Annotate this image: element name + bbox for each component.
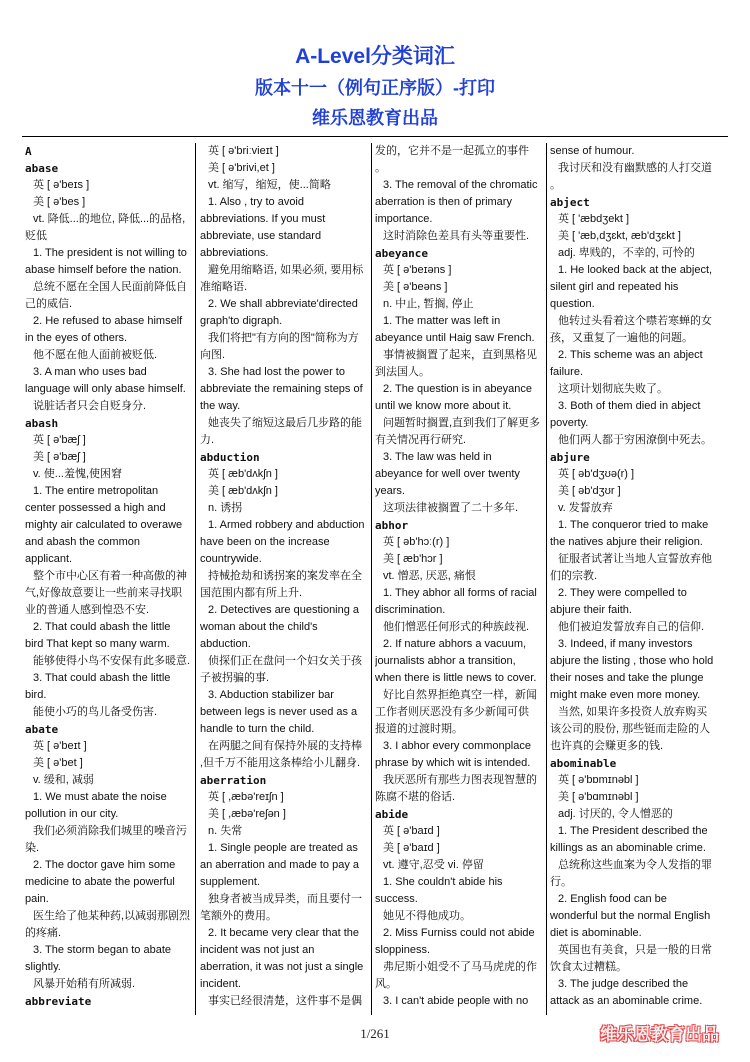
entry-line: 2. Detectives are questioning a	[208, 604, 360, 616]
entry-line: wonderful but the normal English	[550, 910, 711, 922]
entry-line: v. 发誓放弃	[558, 502, 613, 514]
entry-line: 。	[550, 179, 561, 191]
entry-line: failure.	[550, 366, 584, 378]
entry-line: 的疼痛.	[25, 927, 62, 939]
entry-line: 3. A man who uses bad	[33, 366, 147, 378]
entry-line: 发的，它并不是一起孤立的事件	[375, 145, 529, 157]
header-rule	[22, 136, 728, 137]
entry-line: abbreviations.	[200, 247, 269, 259]
column-1	[25, 143, 190, 1015]
entry-line: 业的普通人感到惶恐不安.	[25, 604, 150, 616]
entry-line: 避免用缩略语, 如果必须, 要用标	[208, 264, 364, 276]
entry-line: 总统称这些血案为令人发指的罪	[558, 859, 712, 871]
entry-line: 美 [ 'æb,dʒɛkt, æb'dʒɛkt ]	[558, 230, 681, 242]
entry-line: woman about the child's	[200, 621, 318, 633]
entry-line: 3. Indeed, if many investors	[558, 638, 693, 650]
entry-line: 这项计划彻底失败了。	[558, 383, 668, 395]
entry-line: 我们必须消除我们城里的噪音污	[33, 825, 187, 837]
entry-line: bird.	[25, 689, 47, 701]
entry-line: 美 [ ə'beəns ]	[383, 281, 448, 293]
entry-line: handle to turn the child.	[200, 723, 315, 735]
entry-line: 英 [ ə'bɒmɪnəbl ]	[558, 774, 639, 786]
entry-line: 饮食太过糟糕。	[550, 961, 627, 973]
entry-line: 英 [ ə'beɪs ]	[33, 179, 90, 191]
entry-line: n. 失常	[208, 825, 243, 837]
entry-line: abeyance until Haig saw French.	[375, 332, 535, 344]
entry-line: 事实已经很清楚，这件事不是偶	[208, 995, 362, 1007]
entry-line: their noses and take the plunge	[550, 672, 704, 684]
headword: abash	[25, 417, 59, 430]
entry-line: 英 [ ə'briːvieɪt ]	[208, 145, 279, 157]
entry-line: 3. That could abash the little	[33, 672, 171, 684]
document-header	[0, 42, 750, 132]
entry-line: 能使小巧的鸟儿备受伤害.	[33, 706, 158, 718]
entry-line: 独身者被当成异类，而且要付一	[208, 893, 362, 905]
entry-line: 美 [ æb'dʌkʃn ]	[208, 485, 278, 497]
entry-line: the natives abjure their religion.	[550, 536, 703, 548]
entry-line: 1. The President described the	[558, 825, 708, 837]
entry-line: 美 [ ə'bes ]	[33, 196, 86, 208]
entry-line: abase himself before the nation.	[25, 264, 182, 276]
entry-line: 我厌恶所有那些力图表现智慧的	[383, 774, 537, 786]
entry-line: 我们将把"有方向的图"简称为方	[208, 332, 359, 344]
entry-line: 侦探们正在盘问一个妇女关于孩	[208, 655, 362, 667]
headword: abominable	[550, 757, 617, 770]
entry-line: pollution in our city.	[25, 808, 119, 820]
entry-line: medicine to abate the powerful	[25, 876, 175, 888]
column-4	[550, 143, 720, 1015]
entry-line: 1. She couldn't abide his	[383, 876, 503, 888]
entry-line: importance.	[375, 213, 433, 225]
entry-line: 向图.	[200, 349, 226, 361]
entry-line: 持械抢劫和诱拐案的案发率在全	[208, 570, 362, 582]
entry-line: phrase by which wit is intended.	[375, 757, 531, 769]
column-divider	[546, 143, 547, 1015]
entry-line: graph'to digraph.	[200, 315, 283, 327]
entry-line: 报道的过渡时期。	[375, 723, 463, 735]
entry-line: 1. He looked back at the abject,	[558, 264, 713, 276]
headword: abbreviate	[25, 995, 92, 1008]
entry-line: vt. 降低...的地位, 降低...的品格,	[33, 213, 186, 225]
entry-line: aberration is then of primary	[375, 196, 512, 208]
entry-line: killings as an abominable crime.	[550, 842, 706, 854]
entry-line: 孩，又重复了一遍他的问题。	[550, 332, 693, 344]
headword: abeyance	[375, 247, 428, 260]
entry-line: 3. Abduction stabilizer bar	[208, 689, 334, 701]
entry-line: until we know more about it.	[375, 400, 512, 412]
entry-line: vt. 缩写，缩短，使...简略	[208, 179, 331, 191]
entry-line: 美 [ ,æbə'reʃən ]	[208, 808, 286, 820]
entry-line: 他转过头看着这个噤若寒蝉的女	[558, 315, 712, 327]
entry-line: 该公司的股份, 那些铤而走险的人	[550, 723, 711, 735]
entry-line: 征服者试著让当地人宣誓放弃他	[558, 553, 712, 565]
entry-line: sense of humour.	[550, 145, 635, 157]
entry-line: applicant.	[25, 553, 73, 565]
entry-line: an aberration and made to pay a	[200, 859, 360, 871]
entry-line: 能够使得小鸟不安保有此多暖意.	[33, 655, 190, 667]
entry-line: 美 [ ə'brivi,et ]	[208, 162, 275, 174]
column-3	[375, 143, 543, 1015]
entry-line: 。	[375, 162, 386, 174]
entry-line: 在两腿之间有保持外展的支持棒	[208, 740, 362, 752]
entry-line: 们的宗教.	[550, 570, 598, 582]
entry-line: adj. 卑贱的，不幸的, 可怜的	[558, 247, 695, 259]
headword: abduction	[200, 451, 260, 464]
entry-line: the way.	[200, 400, 241, 412]
entry-line: 英 [ ə'beɪt ]	[33, 740, 87, 752]
entry-line: 说脏话者只会自贬身分.	[33, 400, 147, 412]
entry-line: success.	[375, 893, 418, 905]
entry-line: 2. That could abash the little	[33, 621, 171, 633]
headword: abase	[25, 162, 59, 175]
entry-line: 英 [ əb'dʒʊə(r) ]	[558, 468, 635, 480]
entry-line: 问题暂时搁置,直到我们了解更多	[383, 417, 541, 429]
headword: abate	[25, 723, 59, 736]
entry-line: n. 诱拐	[208, 502, 243, 514]
entry-line: 好比自然界拒绝真空一样，新闻	[383, 689, 537, 701]
page-number: 1/261	[360, 1026, 390, 1041]
entry-line: abjure their faith.	[550, 604, 632, 616]
entry-line: 1. The president is not willing to	[33, 247, 187, 259]
entry-line: incident was not just an	[200, 944, 315, 956]
entry-line: might make even more money.	[550, 689, 701, 701]
entry-line: silent girl and repeated his	[550, 281, 679, 293]
entry-line: 1. They abhor all forms of racial	[383, 587, 537, 599]
entry-line: 3. I can't abide people with no	[383, 995, 529, 1007]
watermark-logo: 维乐恩教育出品	[600, 1025, 719, 1044]
entry-line: 2. This scheme was an abject	[558, 349, 703, 361]
entry-line: pain.	[25, 893, 49, 905]
entry-line: 她见不得他成功。	[383, 910, 471, 922]
entry-line: 医生给了他某种药,以减弱那剧烈	[33, 910, 190, 922]
entry-line: 美 [ ə'baɪd ]	[383, 842, 440, 854]
entry-line: 2. They were compelled to	[558, 587, 687, 599]
entry-line: mighty air calculated to overawe	[25, 519, 183, 531]
entry-line: 笔额外的费用。	[200, 910, 277, 922]
entry-line: 力.	[200, 434, 215, 446]
entry-line: 到法国人。	[375, 366, 430, 378]
entry-line: 他们两人都于穷困潦倒中死去。	[558, 434, 712, 446]
entry-line: 染.	[25, 842, 40, 854]
entry-line: 整个市中心区有着一种高傲的神	[33, 570, 187, 582]
entry-line: 2. It became very clear that the	[208, 927, 360, 939]
entry-line: 贬低	[25, 230, 47, 242]
entry-line: 他们憎恶任何形式的种族歧视.	[383, 621, 530, 633]
entry-line: 3. The law was held in	[383, 451, 492, 463]
entry-line: 2. If nature abhors a vacuum,	[383, 638, 527, 650]
entry-line: 美 [ ə'bæʃ ]	[33, 451, 86, 463]
entry-line: countrywide.	[200, 553, 262, 565]
entry-line: poverty.	[550, 417, 589, 429]
entry-line: 1. The matter was left in	[383, 315, 501, 327]
entry-line: 国范围内都有所上升.	[200, 587, 303, 599]
entry-line: slightly.	[25, 961, 61, 973]
entry-line: aberration, it was not just a single	[200, 961, 364, 973]
entry-line: 3. She had lost the power to	[208, 366, 345, 378]
entry-line: 1. We must abate the noise	[33, 791, 167, 803]
entry-line: between legs is never used as a	[200, 706, 358, 718]
headword: aberration	[200, 774, 267, 787]
entry-line: diet is abominable.	[550, 927, 642, 939]
entry-line: 风暴开始稍有所减弱.	[33, 978, 136, 990]
entry-line: vt. 憎恶, 厌恶, 痛恨	[383, 570, 476, 582]
entry-line: 2. The question is in abeyance	[383, 383, 533, 395]
entry-line: 英 [ ə'bæʃ ]	[33, 434, 86, 446]
entry-line: 准缩略语.	[200, 281, 248, 293]
entry-line: abbreviations. If you must	[200, 213, 326, 225]
entry-line: 风。	[375, 978, 397, 990]
entry-line: abbreviate the remaining steps of	[200, 383, 363, 395]
entry-line: 3. The removal of the chromatic	[383, 179, 538, 191]
entry-line: 陈腐不堪的俗话.	[375, 791, 456, 803]
headword: abhor	[375, 519, 409, 532]
entry-line: journalists abhor a transition,	[375, 655, 516, 667]
entry-line: and abash the common	[25, 536, 140, 548]
entry-line: question.	[550, 298, 595, 310]
entry-line: v. 缓和, 减弱	[33, 774, 94, 786]
entry-line: 她丧失了缩短这最后几步路的能	[208, 417, 362, 429]
entry-line: 美 [ əb'dʒʊr ]	[558, 485, 621, 497]
entry-line: 1. Also , try to avoid	[208, 196, 304, 208]
entry-line: have been on the increase	[200, 536, 330, 548]
entry-line: 我讨厌和没有幽默感的人打交道	[558, 162, 712, 174]
entry-line: 1. Armed robbery and abduction	[208, 519, 365, 531]
entry-line: v. 使...羞愧,使困窘	[33, 468, 123, 480]
entry-line: 当然, 如果许多投资人放弃购买	[558, 706, 708, 718]
headword: abject	[550, 196, 590, 209]
entry-line: 英 [ ə'baɪd ]	[383, 825, 440, 837]
entry-line: 这时消除色差具有头等重要性.	[383, 230, 530, 242]
entry-line: abbreviate, use standard	[200, 230, 322, 242]
entry-line: 美 [ æb'hɔr ]	[383, 553, 443, 565]
entry-line: incident.	[200, 978, 241, 990]
entry-line: 美 [ ə'bet ]	[33, 757, 83, 769]
column-divider	[371, 143, 372, 1015]
entry-line: 英 [ æb'dʌkʃn ]	[208, 468, 278, 480]
entry-line: language will only abase himself.	[25, 383, 186, 395]
document-subtitle: 版本十一（例句正序版）-打印	[255, 78, 495, 98]
headword: abjure	[550, 451, 590, 464]
entry-line: sloppiness.	[375, 944, 431, 956]
entry-line: 总统不愿在全国人民面前降低自	[33, 281, 187, 293]
entry-line: 3. Both of them died in abject	[558, 400, 701, 412]
entry-line: in the eyes of others.	[25, 332, 128, 344]
document-title: A-Level分类词汇	[295, 45, 455, 68]
entry-line: 1. The conqueror tried to make	[558, 519, 709, 531]
entry-line: ,但千万不能用这条棒给小儿翻身.	[200, 757, 361, 769]
entry-line: 英 [ ə'beɪəns ]	[383, 264, 452, 276]
entry-line: 英 [ 'æbdʒekt ]	[558, 213, 630, 225]
entry-line: 英 [ əb'hɔː(r) ]	[383, 536, 450, 548]
entry-line: 2. Miss Furniss could not abide	[383, 927, 535, 939]
entry-line: 他不愿在他人面前被贬低.	[33, 349, 158, 361]
entry-line: 3. I abhor every commonplace	[383, 740, 531, 752]
entry-line: abduction.	[200, 638, 251, 650]
entry-line: 有关情况再行研究.	[375, 434, 467, 446]
entry-line: 3. The storm began to abate	[33, 944, 171, 956]
headword: abide	[375, 808, 409, 821]
entry-line: years.	[375, 485, 405, 497]
entry-line: center possessed a high and	[25, 502, 166, 514]
entry-line: supplement.	[200, 876, 260, 888]
entry-line: 己的威信.	[25, 298, 73, 310]
entry-line: adj. 讨厌的, 令人憎恶的	[558, 808, 673, 820]
entry-line: 英 [ ,æbə'reɪʃn ]	[208, 791, 284, 803]
entry-line: 弗尼斯小姐受不了马马虎虎的作	[383, 961, 537, 973]
headword: A	[25, 145, 32, 158]
entry-line: 工作者则厌恶没有多少新闻可供	[375, 706, 529, 718]
entry-line: 2. He refused to abase himself	[33, 315, 183, 327]
entry-line: 子被拐骗的事.	[200, 672, 270, 684]
entry-line: 行。	[550, 876, 572, 888]
column-divider	[195, 143, 196, 1015]
entry-line: attack as an abominable crime.	[550, 995, 703, 1007]
entry-line: 气,好像故意要让一些前来寻找职	[25, 587, 183, 599]
publisher-line: 维乐恩教育出品	[312, 108, 438, 128]
entry-line: bird That kept so many warm.	[25, 638, 170, 650]
entry-line: n. 中止, 暂搁, 停止	[383, 298, 474, 310]
entry-line: 美 [ ə'bɑmɪnəbl ]	[558, 791, 639, 803]
entry-line: 英国也有美食，只是一般的日常	[558, 944, 712, 956]
entry-line: 1. The entire metropolitan	[33, 485, 159, 497]
entry-line: 3. The judge described the	[558, 978, 689, 990]
entry-line: discrimination.	[375, 604, 446, 616]
entry-line: 也许真的会赚更多的钱.	[550, 740, 664, 752]
entry-line: 2. The doctor gave him some	[33, 859, 176, 871]
entry-line: when there is little news to cover.	[375, 672, 537, 684]
entry-line: 2. We shall abbreviate'directed	[208, 298, 358, 310]
entry-line: vt. 遵守,忍受 vi. 停留	[383, 859, 484, 871]
entry-line: 这项法律被搁置了二十多年.	[383, 502, 519, 514]
entry-line: 事情被搁置了起来，直到黑格见	[383, 349, 537, 361]
entry-line: abeyance for well over twenty	[375, 468, 520, 480]
entry-line: 2. English food can be	[558, 893, 667, 905]
column-2	[200, 143, 368, 1015]
entry-line: 他们被迫发誓放弃自己的信仰.	[558, 621, 705, 633]
entry-line: 1. Single people are treated as	[208, 842, 358, 854]
entry-line: abjure the listing , those who hold	[550, 655, 714, 667]
